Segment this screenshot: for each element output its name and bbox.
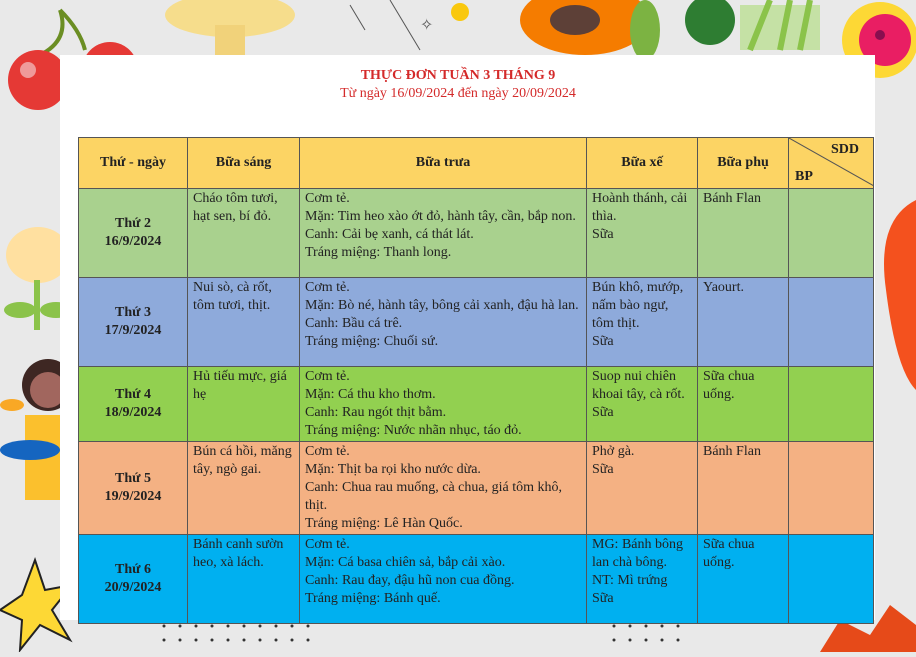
lunch-line: Tráng miệng: Lê Hàn Quốc. [305, 516, 463, 531]
sdd-bp-cell [789, 278, 874, 367]
page-title: THỰC ĐƠN TUẦN 3 THÁNG 9 [360, 68, 556, 83]
lunch-line: Tráng miệng: Chuối sứ. [305, 334, 439, 349]
lunch-line: Mặn: Thịt ba rọi kho nước dừa. [305, 462, 481, 477]
day-date: 17/9/2024 [104, 323, 162, 338]
lunch-line: Tráng miệng: Nước nhãn nhục, táo đỏ. [305, 423, 522, 438]
header-row [79, 138, 874, 189]
day-cell [79, 278, 188, 367]
lunch-line: Canh: Cải bẹ xanh, cá thát lát. [305, 227, 474, 242]
lunch-line: Canh: Chua rau muống, cà chua, giá tôm khô, thịt. [305, 480, 562, 513]
table-row [79, 367, 874, 442]
sdd-bp-cell [789, 367, 874, 442]
lunch-line: Cơm tẻ. [305, 444, 350, 459]
extra-cell: Bánh Flan [698, 442, 789, 535]
afternoon-cell [587, 442, 698, 535]
day-date: 18/9/2024 [104, 405, 162, 420]
dot-pattern-decoration [610, 622, 700, 646]
afternoon-line: NT: Mì trứng [592, 573, 668, 588]
afternoon-cell [587, 189, 698, 278]
afternoon-line: Hoành thánh, cải thìa. [592, 191, 688, 224]
day-name: Thứ 6 [114, 562, 152, 577]
broccoli-decoration [680, 0, 830, 55]
lunch-cell [300, 535, 587, 624]
mushroom-decoration [160, 0, 300, 55]
day-name: Thứ 2 [114, 216, 152, 231]
pepper-decoration [876, 200, 916, 400]
dot-pattern-decoration [160, 622, 320, 646]
afternoon-line: Sữa [592, 405, 614, 420]
header-sdd: SDD [830, 142, 859, 157]
afternoon-line: Sữa [592, 334, 614, 349]
afternoon-line: Sữa [592, 462, 614, 477]
table-row [79, 442, 874, 535]
afternoon-cell [587, 535, 698, 624]
day-cell [79, 367, 188, 442]
afternoon-line: Bún khô, mướp, nấm bào ngư, tôm thịt. [592, 280, 684, 331]
afternoon-cell [587, 367, 698, 442]
header-bp: BP [795, 169, 813, 184]
header-lunch: Bữa trưa [300, 138, 587, 189]
svg-text:✧: ✧ [420, 17, 434, 34]
breakfast-cell: Hủ tiếu mực, giá hẹ [188, 367, 300, 442]
lunch-line: Canh: Bầu cá trê. [305, 316, 403, 331]
afternoon-line: Suop nui chiên khoai tây, cà rốt. [592, 369, 685, 402]
lunch-cell [300, 442, 587, 535]
afternoon-line: Sữa [592, 591, 614, 606]
lunch-line: Tráng miệng: Bánh quế. [305, 591, 441, 606]
table-row [79, 189, 874, 278]
breakfast-cell: Bánh canh sườn heo, xà lách. [188, 535, 300, 624]
table-row [79, 535, 874, 624]
day-name: Thứ 5 [114, 471, 152, 486]
afternoon-line: Phở gà. [592, 444, 635, 459]
breakfast-cell: Cháo tôm tươi, hạt sen, bí đỏ. [188, 189, 300, 278]
day-name: Thứ 3 [114, 305, 152, 320]
afternoon-line: Sữa [592, 227, 614, 242]
lunch-line: Mặn: Bò né, hành tây, bông cải xanh, đậu hà lan. [305, 298, 579, 313]
extra-cell: Yaourt. [698, 278, 789, 367]
day-cell [79, 535, 188, 624]
day-date: 16/9/2024 [104, 234, 162, 249]
lunch-line: Cơm tẻ. [305, 537, 350, 552]
breakfast-cell: Nui sò, cà rốt, tôm tươi, thịt. [188, 278, 300, 367]
header-extra: Bữa phụ [698, 138, 789, 189]
table-row [79, 278, 874, 367]
extra-cell: Sữa chua uống. [698, 367, 789, 442]
lunch-line: Cơm tẻ. [305, 280, 350, 295]
header-sdd-bp [789, 138, 874, 189]
lunch-line: Tráng miệng: Thanh long. [305, 245, 452, 260]
sdd-bp-cell [789, 189, 874, 278]
lunch-line: Mặn: Cá thu kho thơm. [305, 387, 436, 402]
header-day: Thứ - ngày [79, 138, 188, 189]
breakfast-cell: Bún cá hồi, măng tây, ngò gai. [188, 442, 300, 535]
lunch-cell [300, 278, 587, 367]
lunch-line: Canh: Rau ngót thịt bằm. [305, 405, 447, 420]
afternoon-cell [587, 278, 698, 367]
extra-cell: Sữa chua uống. [698, 535, 789, 624]
sdd-bp-cell [789, 535, 874, 624]
afternoon-line: MG: Bánh bông lan chà bông. [592, 537, 683, 570]
day-name: Thứ 4 [114, 387, 152, 402]
papaya-decoration [515, 0, 660, 55]
header-afternoon: Bữa xế [587, 138, 698, 189]
day-date: 20/9/2024 [104, 580, 162, 595]
lunch-cell [300, 367, 587, 442]
extra-cell: Bánh Flan [698, 189, 789, 278]
sdd-bp-cell [789, 442, 874, 535]
header-breakfast: Bữa sáng [188, 138, 300, 189]
lunch-line: Cơm tẻ. [305, 191, 350, 206]
date-range: Từ ngày 16/09/2024 đến ngày 20/09/2024 [340, 86, 576, 101]
lunch-cell [300, 189, 587, 278]
lunch-line: Mặn: Tim heo xào ớt đỏ, hành tây, cần, bắp non. [305, 209, 576, 224]
day-cell [79, 189, 188, 278]
lunch-line: Mặn: Cá basa chiên sả, bắp cải xào. [305, 555, 506, 570]
day-date: 19/9/2024 [104, 489, 162, 504]
sparkle-decoration [330, 0, 480, 55]
lunch-line: Cơm tẻ. [305, 369, 350, 384]
menu-table [78, 137, 874, 624]
day-cell [79, 442, 188, 535]
lunch-line: Canh: Rau đay, đậu hũ non cua đồng. [305, 573, 515, 588]
